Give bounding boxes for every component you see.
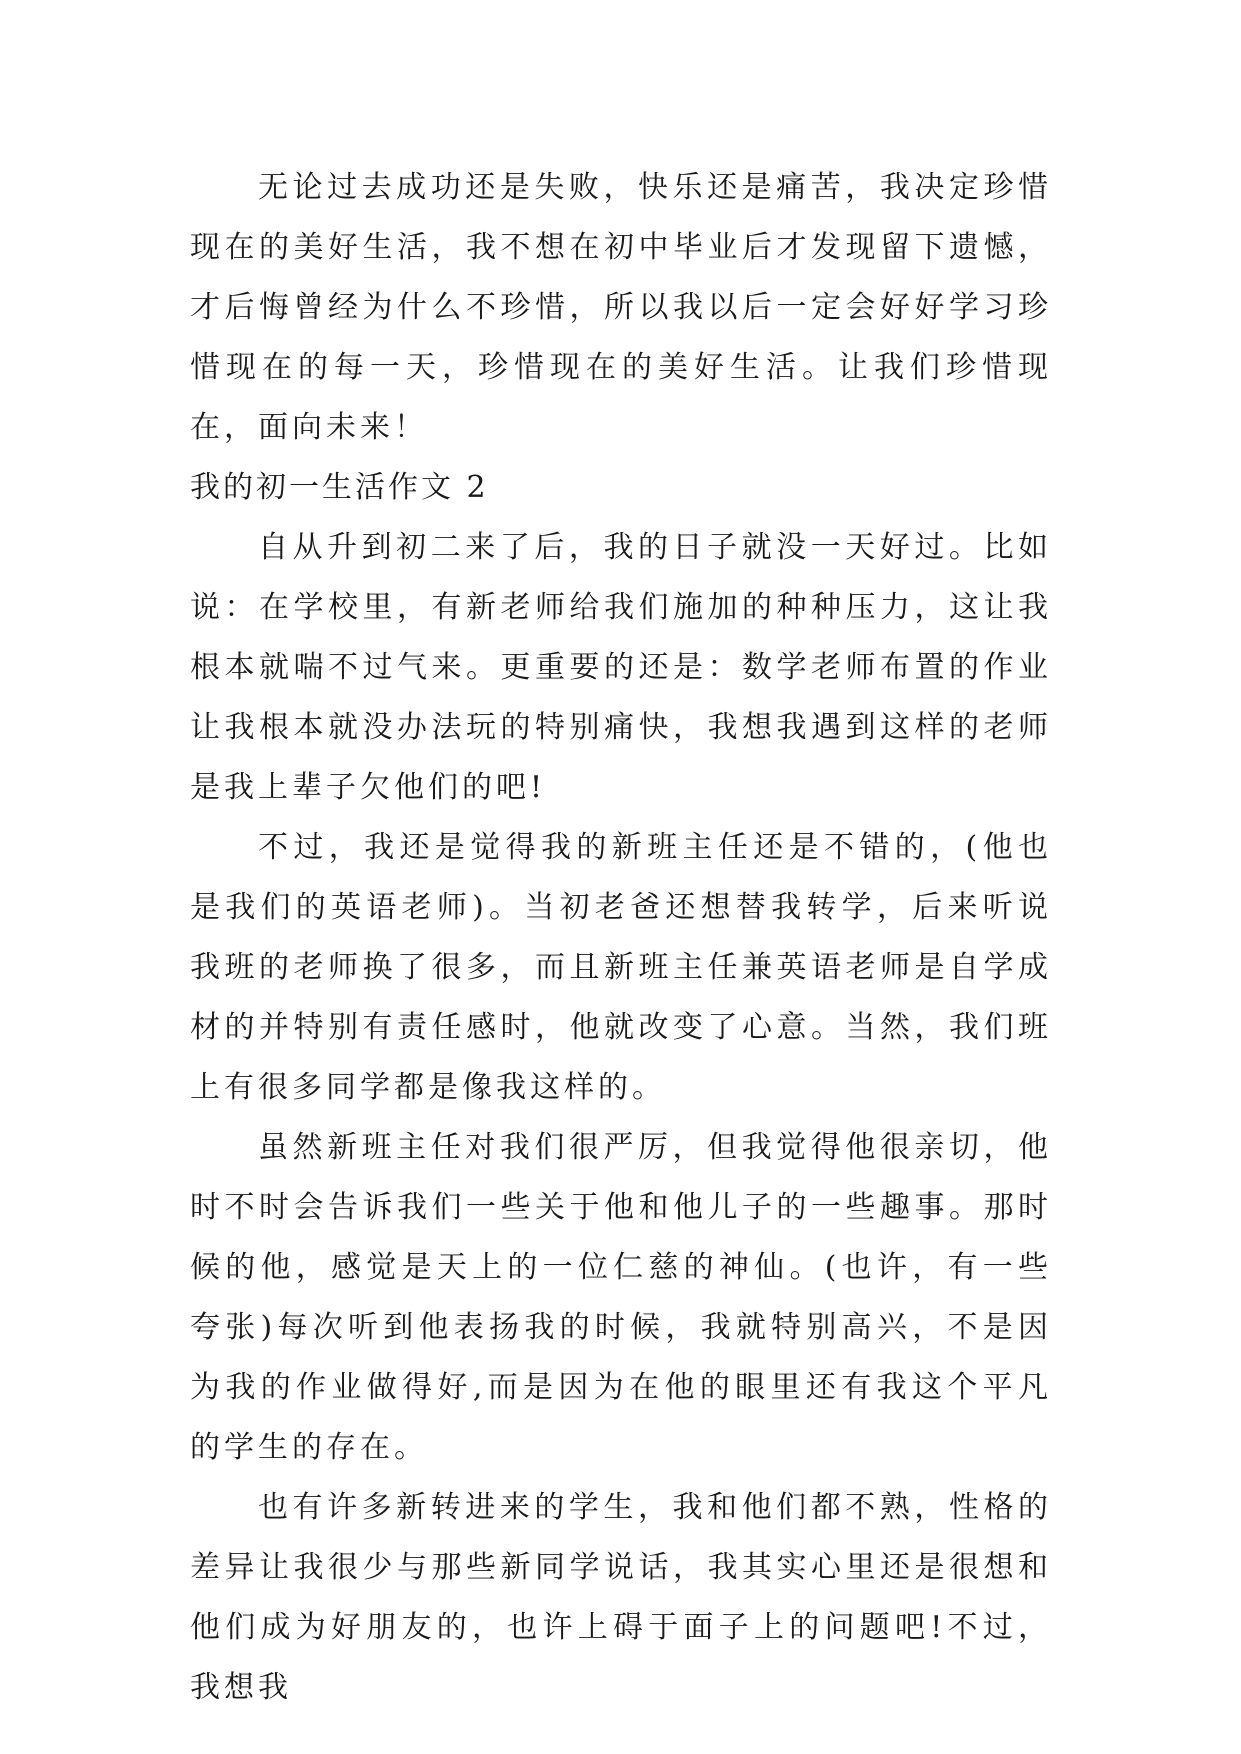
paragraph-4: 也有许多新转进来的学生，我和他们都不熟，性格的差异让我很少与那些新同学说话，我其实心里还是很想和他们成为好朋友的，也许上碍于面子上的问题吧!不过，我想我 xyxy=(190,1490,1052,1705)
document-body xyxy=(190,158,1052,1718)
paragraph-intro: 无论过去成功还是失败，快乐还是痛苦，我决定珍惜现在的美好生活，我不想在初中毕业后才发现留下遗憾，才后悔曾经为什么不珍惜，所以我以后一定会好好学习珍惜现在的每一天，珍惜现在的美好生活。让我们珍惜现在，面向未来！ xyxy=(190,170,1052,445)
paragraph-2: 不过，我还是觉得我的新班主任还是不错的，(他也是我们的英语老师)。当初老爸还想替我转学，后来听说我班的老师换了很多，而且新班主任兼英语老师是自学成材的并特别有责任感时，他就改变了心意。当然，我们班上有很多同学都是像我这样的。 xyxy=(190,830,1052,1105)
essay-heading: 我的初一生活作文 2 xyxy=(190,470,489,505)
paragraph-1: 自从升到初二来了后，我的日子就没一天好过。比如说：在学校里，有新老师给我们施加的种种压力，这让我根本就喘不过气来。更重要的还是：数学老师布置的作业让我根本就没办法玩的特别痛快，我想我遇到这样的老师是我上辈子欠他们的吧! xyxy=(190,530,1052,805)
paragraph-3: 虽然新班主任对我们很严厉，但我觉得他很亲切，他时不时会告诉我们一些关于他和他儿子的一些趣事。那时候的他，感觉是天上的一位仁慈的神仙。(也许，有一些夸张)每次听到他表扬我的时候，我就特别高兴，不是因为我的作业做得好,而是因为在他的眼里还有我这个平凡的学生的存在。 xyxy=(190,1130,1052,1465)
